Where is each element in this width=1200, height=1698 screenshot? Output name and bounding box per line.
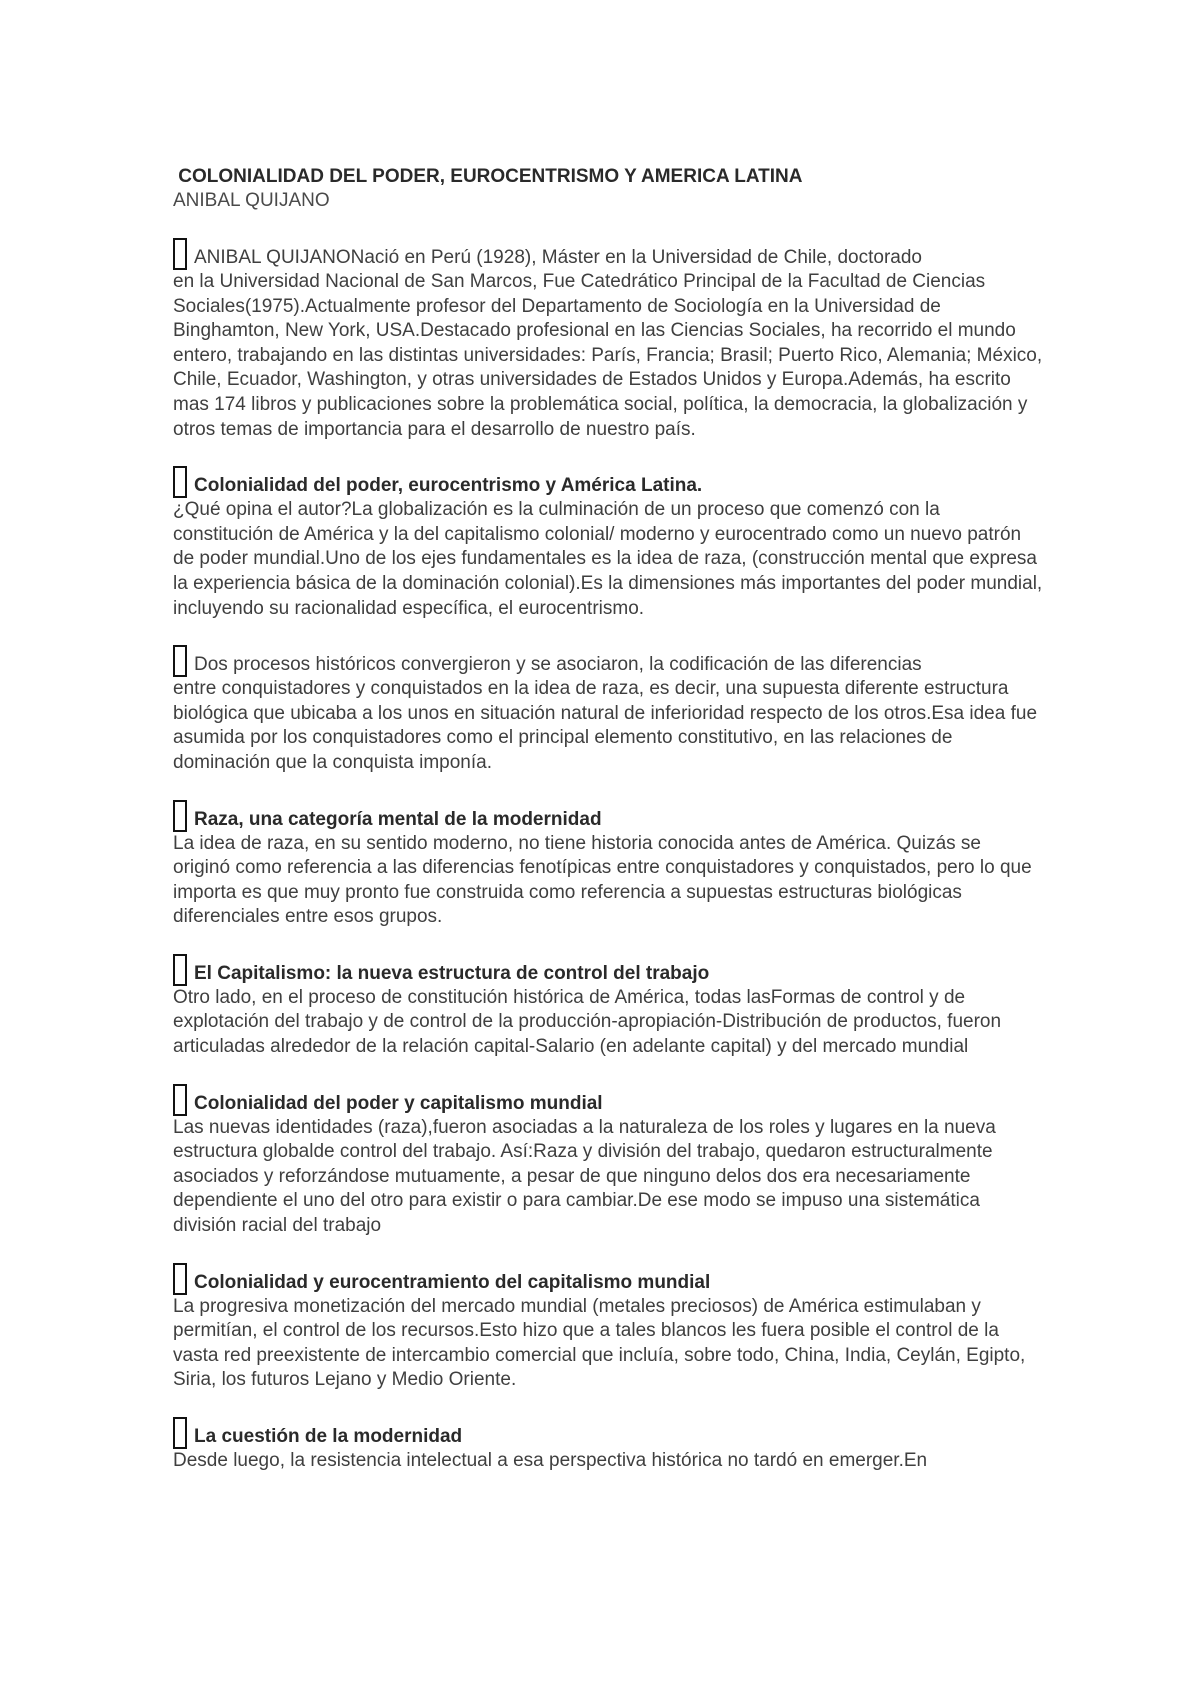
section-heading: Colonialidad del poder, eurocentrismo y América Latina.	[194, 475, 703, 497]
missing-glyph-icon	[173, 1417, 187, 1449]
section-head	[173, 645, 1043, 677]
section-body: Las nuevas identidades (raza),fueron asociadas a la naturaleza de los roles y lugares en la nueva estructura globalde control del trabajo. Así:Raza y división del trabajo, quedaron estructuralmente asociados y reforzándose mutuamente, a pesar de que ninguno delos dos era necesariamente dependiente el uno del otro para existir o para cambiar.De ese modo se impuso una sistemática división racial del trabajo	[173, 1116, 996, 1237]
section-body: Otro lado, en el proceso de constitución histórica de América, todas lasFormas de control y de explotación del trabajo y de control de la producción-apropiación-Distribución de productos, fueron articuladas alrededor de la relación capital-Salario (en adelante capital) y del mercado mundial	[173, 986, 1002, 1058]
section-capitalismo	[173, 954, 1043, 1060]
section-body: Desde luego, la resistencia intelectual a esa perspectiva histórica no tardó en emerger.En	[173, 1450, 928, 1471]
section-raza	[173, 800, 1043, 930]
section-heading: La cuestión de la modernidad	[194, 1426, 463, 1447]
missing-glyph-icon	[173, 800, 187, 832]
section-dos-procesos	[173, 645, 1043, 775]
section-lead: Dos procesos históricos convergieron y se asociaron, la codificación de las diferencias	[194, 654, 922, 676]
spacer	[173, 1239, 1043, 1263]
section-modernidad	[173, 1417, 1043, 1474]
spacer	[173, 213, 1043, 238]
spacer	[173, 442, 1043, 466]
section-head	[173, 1084, 1043, 1116]
missing-glyph-icon	[173, 238, 187, 270]
spacer	[173, 776, 1043, 800]
section-head	[173, 800, 1043, 832]
spacer	[173, 1393, 1043, 1417]
section-body: entre conquistadores y conquistados en la idea de raza, es decir, una supuesta diferente estructura biológica que ubicaba a los unos en situación natural de inferioridad respecto de los otros.Esa idea fue asumida por los conquistadores como el principal elemento constitutivo, en las relaciones de dominación que la conquista imponía.	[173, 678, 1038, 773]
missing-glyph-icon	[173, 954, 187, 986]
section-lead: ANIBAL QUIJANONació en Perú (1928), Máster en la Universidad de Chile, doctorado	[194, 247, 922, 268]
document-page	[173, 165, 1043, 1474]
section-body: en la Universidad Nacional de San Marcos, Fue Catedrático Principal de la Facultad de Ciencias Sociales(1975).Actualmente profesor del Departamento de Sociología en la Universidad de Binghamton, New York, USA.Destacado profesional en las Ciencias Sociales, ha recorrido el mundo entero, trabajando en las distintas universidades: París, Francia; Brasil; Puerto Rico, Alemania; México, Chile, Ecuador, Washington, y otras universidades de Estados Unidos y Europa.Además, ha escrito mas 174 libros y publicaciones sobre la problemática social, política, la democracia, la globalización y otros temas de importancia para el desarrollo de nuestro país.	[173, 271, 1043, 440]
spacer	[173, 1060, 1043, 1084]
spacer	[173, 930, 1043, 954]
document-title: COLONIALIDAD DEL PODER, EUROCENTRISMO Y AMERICA LATINA	[173, 166, 803, 187]
section-eurocentramiento	[173, 1263, 1043, 1393]
section-head	[173, 1417, 1043, 1449]
section-heading: El Capitalismo: la nueva estructura de control del trabajo	[194, 962, 710, 984]
section-head	[173, 238, 1043, 270]
section-colonialidad-capitalismo	[173, 1084, 1043, 1239]
missing-glyph-icon	[173, 466, 187, 498]
section-author-bio	[173, 238, 1043, 442]
section-head	[173, 954, 1043, 986]
section-head	[173, 466, 1043, 498]
missing-glyph-icon	[173, 645, 187, 677]
missing-glyph-icon	[173, 1084, 187, 1116]
document-author: ANIBAL QUIJANO	[173, 190, 330, 211]
section-body: La idea de raza, en su sentido moderno, no tiene historia conocida antes de América. Quizás se originó como referencia a las diferencias fenotípicas entre conquistadores y conquistados, pero lo que importa es que muy pronto fue construida como referencia a supuestas estructuras biológicas diferenciales entre esos grupos.	[173, 832, 1032, 928]
section-colonialidad-poder	[173, 466, 1043, 621]
section-heading: Raza, una categoría mental de la modernidad	[194, 808, 602, 830]
section-head	[173, 1263, 1043, 1295]
spacer	[173, 621, 1043, 645]
section-heading: Colonialidad del poder y capitalismo mundial	[194, 1092, 603, 1114]
section-heading: Colonialidad y eurocentramiento del capitalismo mundial	[194, 1271, 711, 1293]
section-body: ¿Qué opina el autor?La globalización es la culminación de un proceso que comenzó con la constitución de América y la del capitalismo colonial/ moderno y eurocentrado como un nuevo patrón de poder mundial.Uno de los ejes fundamentales es la idea de raza, (construcción mental que expresa la experiencia básica de la dominación colonial).Es la dimensiones más importantes del poder mundial, incluyendo su racionalidad específica, el eurocentrismo.	[173, 499, 1043, 619]
section-body: La progresiva monetización del mercado mundial (metales preciosos) de América estimulaban y permitían, el control de los recursos.Esto hizo que a tales blancos les fuera posible el control de la vasta red preexistente de intercambio comercial que incluía, sobre todo, China, India, Ceylán, Egipto, Siria, los futuros Lejano y Medio Oriente.	[173, 1295, 1026, 1391]
missing-glyph-icon	[173, 1263, 187, 1295]
